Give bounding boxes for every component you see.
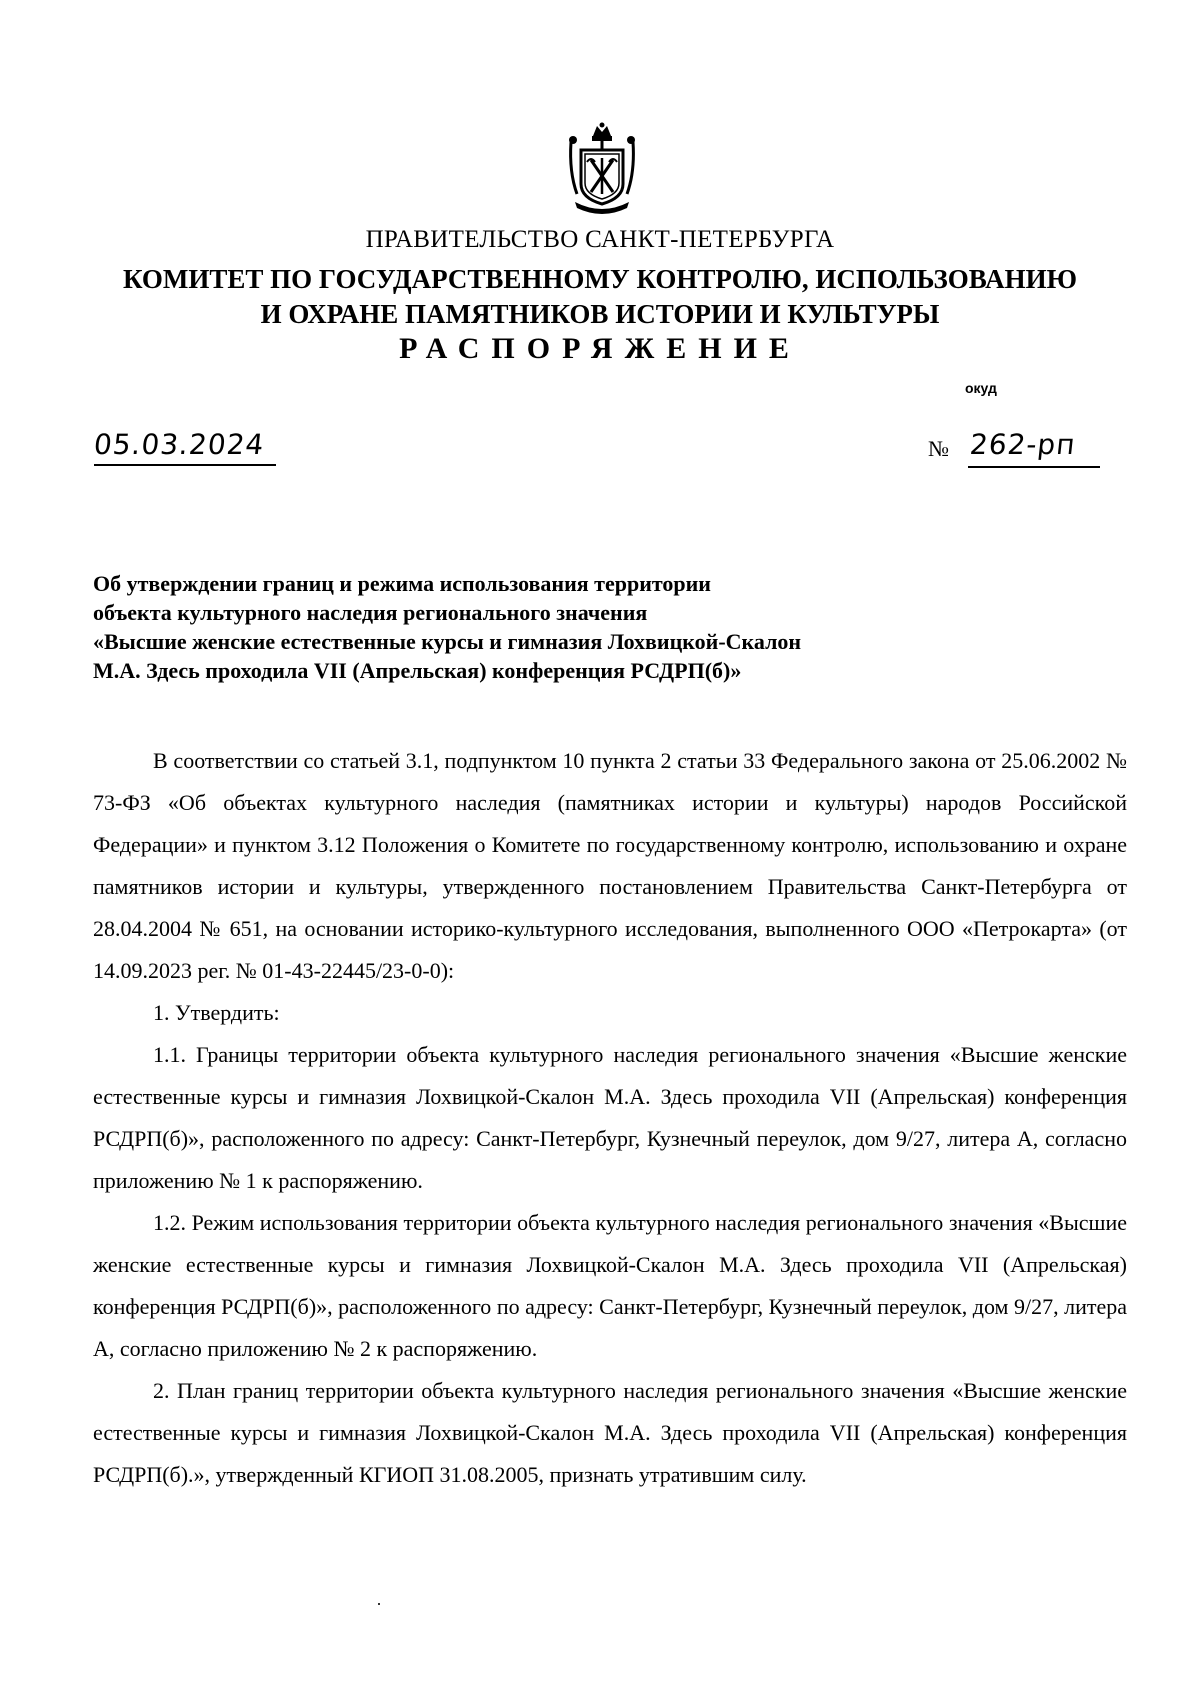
date-value: 05.03.2024	[92, 428, 267, 461]
subject-line-3: «Высшие женские естественные курсы и гимназия Лохвицкой-Скалон	[93, 629, 802, 654]
item-2: 2. План границ территории объекта культурного наследия регионального значения «Высшие женские естественные курсы и гимназия Лохвицкой-Скалон М.А. Здесь проходила VII (Апрельская) конференция РСДРП(б).», утвержденный КГИОП 31.08.2005, признать утратившим силу.	[93, 1378, 1127, 1487]
scan-speck	[378, 1603, 380, 1605]
okud-label: окуд	[965, 380, 997, 396]
item-1-1: 1.1. Границы территории объекта культурного наследия регионального значения «Высшие женские естественные курсы и гимназия Лохвицкой-Скалон М.А. Здесь проходила VII (Апрельская) конференция РСДРП(б)», расположенного по адресу: Санкт-Петербург, Кузнечный переулок, дом 9/27, литера А, согласно приложению № 1 к распоряжению.	[93, 1042, 1127, 1193]
document-subject	[93, 569, 913, 685]
st-petersburg-coat-of-arms-icon	[567, 122, 637, 214]
document-date	[94, 428, 274, 461]
document-body	[93, 740, 1127, 1496]
item-1: 1. Утвердить:	[153, 1000, 280, 1025]
subject-line-2: объекта культурного наследия регионального значения	[93, 600, 648, 625]
date-underline	[94, 464, 276, 466]
government-name: ПРАВИТЕЛЬСТВО САНКТ-ПЕТЕРБУРГА	[365, 226, 835, 253]
subject-line-1: Об утверждении границ и режима использования территории	[93, 571, 711, 596]
document-type: РАСПОРЯЖЕНИЕ	[399, 332, 801, 365]
number-value: 262-рп	[968, 428, 1078, 461]
item-1-2: 1.2. Режим использования территории объекта культурного наследия регионального значения «Высшие женские естественные курсы и гимназия Лохвицкой-Скалон М.А. Здесь проходила VII (Апрельская) конференция РСДРП(б)», расположенного по адресу: Санкт-Петербург, Кузнечный переулок, дом 9/27, литера А, согласно приложению № 2 к распоряжению.	[93, 1210, 1127, 1361]
subject-line-4: М.А. Здесь проходила VII (Апрельская) конференция РСДРП(б)»	[93, 658, 742, 683]
number-sign: №	[928, 436, 949, 461]
number-underline	[968, 466, 1100, 468]
committee-line-2: И ОХРАНЕ ПАМЯТНИКОВ ИСТОРИИ И КУЛЬТУРЫ	[260, 299, 940, 329]
committee-line-1: КОМИТЕТ ПО ГОСУДАРСТВЕННОМУ КОНТРОЛЮ, ИСПОЛЬЗОВАНИЮ	[123, 264, 1077, 294]
committee-name	[0, 262, 1200, 332]
preamble-paragraph: В соответствии со статьей 3.1, подпунктом 10 пункта 2 статьи 33 Федерального закона от 25.06.2002 № 73-ФЗ «Об объектах культурного наследия (памятниках истории и культуры) народов Российской Федерации» и пунктом 3.12 Положения о Комитете по государственному контролю, использованию и охране памятников истории и культуры, утвержденного постановлением Правительства Санкт-Петербурга от 28.04.2004 № 651, на основании историко-культурного исследования, выполненного ООО «Петрокарта» (от 14.09.2023 рег. № 01-43-22445/23-0-0):	[93, 748, 1127, 983]
